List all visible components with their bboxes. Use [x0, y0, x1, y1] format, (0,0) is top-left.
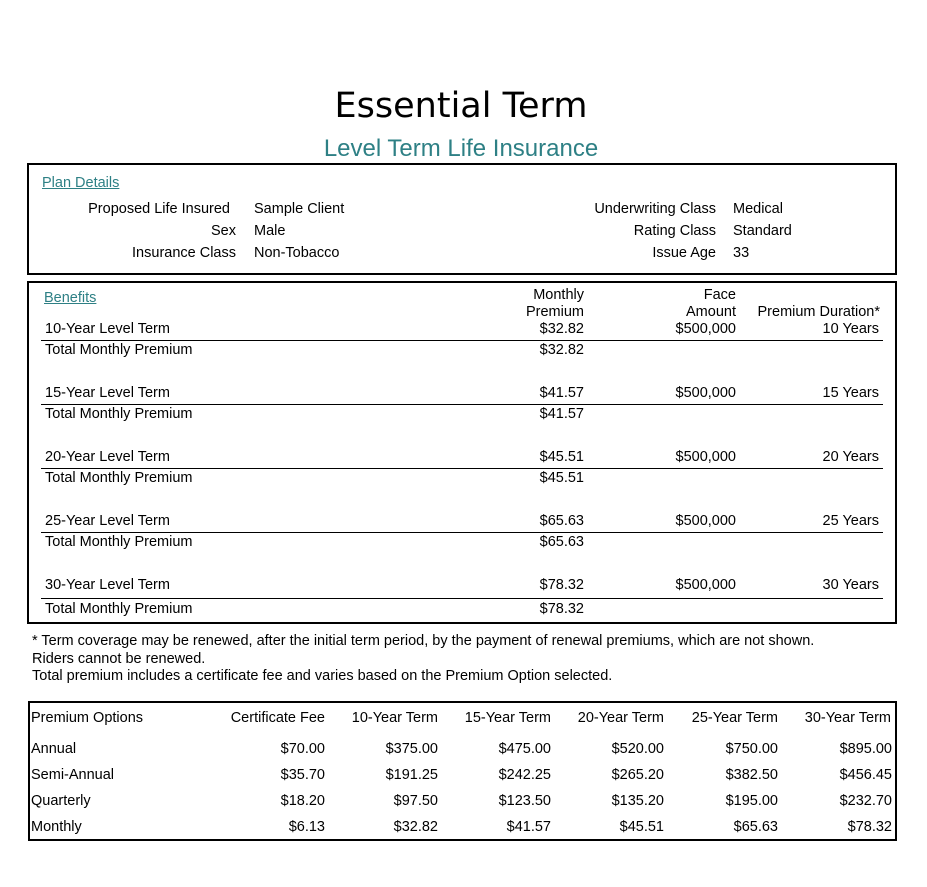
options-header-cell: 10-Year Term: [351, 710, 438, 726]
options-cell: $32.82: [393, 819, 438, 835]
options-cell: $456.45: [839, 767, 892, 783]
options-row-label: Monthly: [31, 819, 82, 835]
options-header-cell: 15-Year Term: [464, 710, 551, 726]
plan-left-value: Sample Client: [254, 201, 345, 217]
options-header-cell: Certificate Fee: [230, 710, 325, 726]
options-cell: $895.00: [839, 741, 892, 757]
plan-left-value: Male: [254, 223, 286, 239]
page-title: Essential Term: [334, 86, 588, 126]
plan-left-label: Proposed Life Insured: [88, 201, 230, 217]
footnotes: [32, 633, 912, 686]
plan-right-value: Medical: [733, 201, 783, 217]
options-row-label: Annual: [31, 741, 77, 757]
total-label: Total Monthly Premium: [45, 342, 193, 358]
options-cell: $45.51: [619, 819, 664, 835]
benefit-face: $500,000: [675, 385, 736, 401]
plan-left-value: Non-Tobacco: [254, 245, 340, 261]
footnote-line: * Term coverage may be renewed, after the initial term period, by the payment of renewal premiums, which are not shown.: [32, 633, 815, 649]
options-cell: $18.20: [280, 793, 325, 809]
benefit-face: $500,000: [675, 449, 736, 465]
options-cell: $78.32: [847, 819, 892, 835]
plan-right-label: Rating Class: [633, 223, 716, 239]
benefit-premium: $78.32: [539, 577, 584, 593]
col-header-face-line1: Face: [703, 287, 736, 303]
total-label: Total Monthly Premium: [45, 406, 193, 422]
options-cell: $520.00: [611, 741, 664, 757]
row-divider: [41, 468, 883, 469]
options-cell: $70.00: [280, 741, 325, 757]
plan-right-value: 33: [733, 245, 750, 261]
col-header-face: [620, 287, 736, 320]
col-header-premium-line1: Monthly: [533, 287, 584, 303]
options-row-label: Quarterly: [31, 793, 91, 809]
options-cell: $475.00: [498, 741, 551, 757]
row-divider: [41, 340, 883, 341]
total-premium: $45.51: [539, 470, 584, 486]
col-header-duration: Premium Duration*: [757, 304, 880, 320]
options-cell: $6.13: [288, 819, 325, 835]
options-cell: $750.00: [725, 741, 778, 757]
benefit-duration: 10 Years: [822, 321, 879, 337]
plan-right-label: Underwriting Class: [594, 201, 716, 217]
plan-left-label: Insurance Class: [132, 245, 236, 261]
options-header-cell: 25-Year Term: [691, 710, 778, 726]
benefit-name: 25-Year Level Term: [45, 513, 170, 529]
options-cell: $65.63: [733, 819, 778, 835]
options-cell: $191.25: [385, 767, 438, 783]
benefit-face: $500,000: [675, 577, 736, 593]
options-row-label: Semi-Annual: [31, 767, 115, 783]
benefit-duration: 30 Years: [822, 577, 879, 593]
page-subtitle: Level Term Life Insurance: [323, 135, 599, 162]
benefit-premium: $45.51: [539, 449, 584, 465]
benefit-duration: 15 Years: [822, 385, 879, 401]
options-cell: $123.50: [498, 793, 551, 809]
options-cell: $41.57: [506, 819, 551, 835]
options-cell: $375.00: [385, 741, 438, 757]
total-premium: $41.57: [539, 406, 584, 422]
plan-left-label: Sex: [211, 223, 236, 239]
options-cell: $35.70: [280, 767, 325, 783]
benefit-name: 20-Year Level Term: [45, 449, 170, 465]
row-divider: [41, 598, 883, 599]
benefit-duration: 25 Years: [822, 513, 879, 529]
options-header-cell: 20-Year Term: [577, 710, 664, 726]
options-cell: $135.20: [611, 793, 664, 809]
options-cell: $195.00: [725, 793, 778, 809]
total-premium: $65.63: [539, 534, 584, 550]
benefits-heading[interactable]: Benefits: [44, 290, 97, 306]
benefit-face: $500,000: [675, 513, 736, 529]
total-label: Total Monthly Premium: [45, 534, 193, 550]
benefit-name: 10-Year Level Term: [45, 321, 170, 337]
footnote-line: Riders cannot be renewed.: [32, 650, 206, 667]
col-header-premium: [470, 287, 584, 320]
plan-right-value: Standard: [733, 223, 792, 239]
benefit-name: 30-Year Level Term: [45, 577, 170, 593]
col-header-premium-line2: Premium: [525, 303, 584, 320]
plan-details-heading[interactable]: Plan Details: [42, 175, 120, 191]
options-header-cell: Premium Options: [31, 710, 144, 726]
benefit-name: 15-Year Level Term: [45, 385, 170, 401]
options-cell: $242.25: [498, 767, 551, 783]
options-cell: $382.50: [725, 767, 778, 783]
benefit-duration: 20 Years: [822, 449, 879, 465]
benefit-face: $500,000: [675, 321, 736, 337]
total-premium: $32.82: [539, 342, 584, 358]
options-header-cell: 30-Year Term: [804, 710, 891, 726]
options-cell: $232.70: [839, 793, 892, 809]
row-divider: [41, 532, 883, 533]
benefit-premium: $65.63: [539, 513, 584, 529]
col-header-face-line2: Amount: [686, 303, 736, 320]
total-label: Total Monthly Premium: [45, 601, 193, 617]
footnote-line: Total premium includes a certificate fee and varies based on the Premium Option selected.: [32, 668, 613, 684]
benefit-premium: $41.57: [539, 385, 584, 401]
plan-right-label: Issue Age: [652, 245, 716, 261]
options-cell: $265.20: [611, 767, 664, 783]
options-cell: $97.50: [393, 793, 438, 809]
total-premium: $78.32: [539, 601, 584, 617]
row-divider: [41, 404, 883, 405]
total-label: Total Monthly Premium: [45, 470, 193, 486]
benefit-premium: $32.82: [539, 321, 584, 337]
